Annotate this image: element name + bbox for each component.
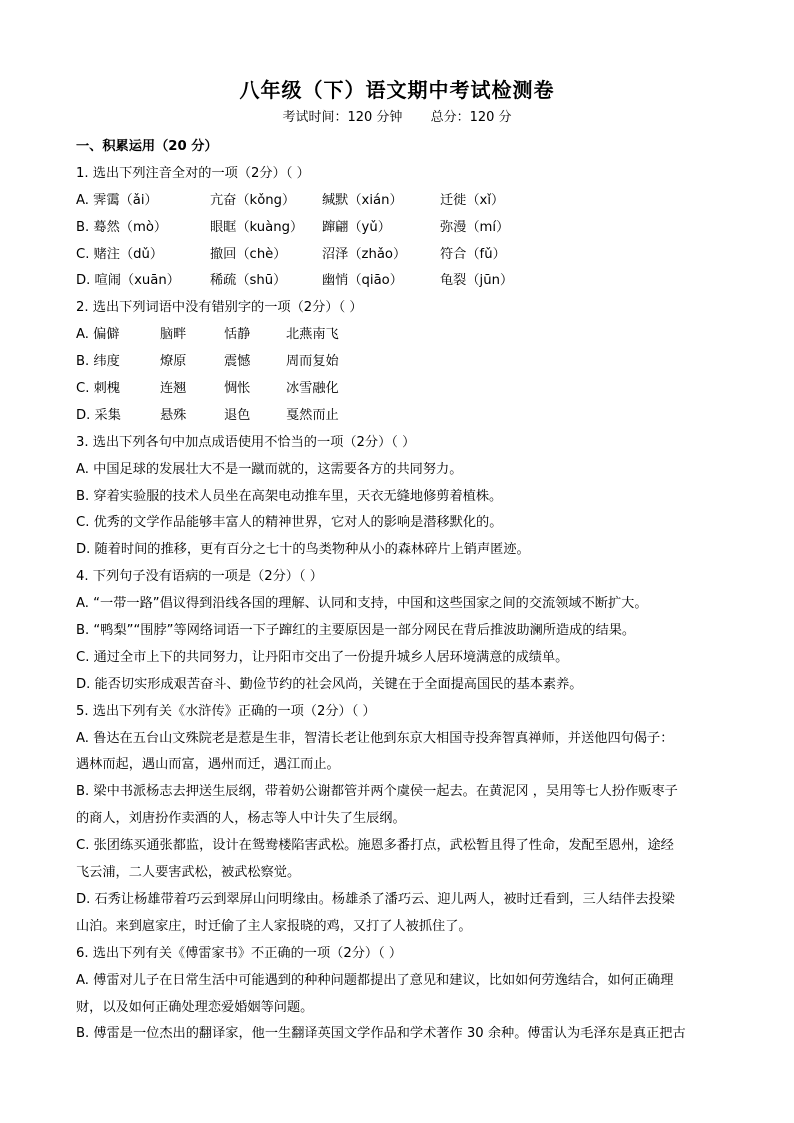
exam-time: 考试时间：120 分钟 — [282, 110, 403, 125]
exam-title: 八年级（下）语文期中考试检测卷 — [239, 78, 555, 102]
question-6-line: B. 傅雷是一位杰出的翻译家，他一生翻译英国文学作品和学术著作 30 余种。傅雷认为毛泽东是真正把古 — [76, 1026, 686, 1042]
option-item: 震憾 — [224, 354, 251, 370]
question-5-stem: 5. 选出下列有关《水浒传》正确的一项（2分）（ ） — [76, 703, 376, 719]
option-item: D. 采集 — [76, 407, 121, 423]
question-3-option-c: C. 优秀的文学作品能够丰富人的精神世界，它对人的影响是潜移默化的。 — [76, 515, 503, 531]
option-item: 冰雪融化 — [286, 381, 339, 397]
exam-content — [76, 134, 720, 1048]
option-item: 缄默（xián） — [322, 192, 403, 208]
option-item: 沼泽（zhǎo） — [322, 246, 407, 262]
exam-info — [0, 108, 794, 128]
question-5-line: 遇林而起，遇山而富，遇州而迁，遇江而止。 — [76, 757, 340, 773]
option-item: 眼眶（kuàng） — [210, 219, 304, 235]
option-item: 龟裂（jūn） — [440, 273, 514, 289]
option-item: 退色 — [224, 407, 251, 423]
option-item: 撤回（chè） — [210, 246, 287, 262]
question-6-line: 财，以及如何正确处理恋爱婚姻等问题。 — [76, 999, 314, 1015]
option-item: 惆怅 — [224, 381, 251, 397]
option-item: 稀疏（shū） — [210, 273, 287, 289]
option-item: B. 蓦然（mò） — [76, 219, 168, 235]
question-3-stem: 3. 选出下列各句中加点成语使用不恰当的一项（2分）（ ） — [76, 434, 416, 450]
question-1-option-a — [76, 188, 720, 215]
option-item: 幽悄（qiāo） — [322, 273, 403, 289]
question-5-line: 山泊。来到扈家庄，时迁偷了主人家报晓的鸡，又打了人被抓住了。 — [76, 918, 472, 934]
question-4-option-d: D. 能否切实形成艰苦奋斗、勤俭节约的社会风尚，关键在于全面提高国民的基本素养。 — [76, 676, 583, 692]
question-6-line: A. 傅雷对儿子在日常生活中可能遇到的种种问题都提出了意见和建议，比如如何劳逸结合，如何正确理 — [76, 972, 674, 988]
option-item: C. 赌注（dǔ） — [76, 246, 164, 262]
question-5-line: D. 石秀让杨雄带着巧云到翠屏山问明缘由。杨雄杀了潘巧云、迎儿两人，被时迁看到，三人结伴去投梁 — [76, 891, 675, 907]
question-2-option-b — [76, 349, 720, 376]
question-2-option-d — [76, 403, 720, 430]
option-item: 亢奋（kǒng） — [210, 192, 296, 208]
exam-score: 总分：120 分 — [430, 110, 512, 125]
section-heading: 一、积累运用（20 分） — [76, 139, 218, 154]
option-item: 戛然而止 — [286, 407, 339, 423]
option-item: 连翘 — [160, 381, 187, 397]
question-1-stem: 1. 选出下列注音全对的一项（2分）（ ） — [76, 165, 310, 181]
option-item: 蹿翩（yǔ） — [322, 219, 391, 235]
option-item: 弥漫（mí） — [440, 219, 510, 235]
option-item: A. 偏僻 — [76, 327, 120, 343]
question-6-stem: 6. 选出下列有关《傅雷家书》不正确的一项（2分）（ ） — [76, 945, 403, 961]
option-item: 恬静 — [224, 327, 251, 343]
option-item: C. 刺槐 — [76, 381, 120, 397]
option-item: 燎原 — [160, 354, 187, 370]
option-item: 周而复始 — [286, 354, 339, 370]
question-3-option-d: D. 随着时间的推移，更有百分之七十的鸟类物种从小的森林碎片上销声匿迹。 — [76, 542, 530, 558]
question-3-option-b: B. 穿着实验服的技术人员坐在高架电动推车里，天衣无缝地修剪着植株。 — [76, 488, 503, 504]
question-4-stem: 4. 下列句子没有语病的一项是（2分）（ ） — [76, 569, 323, 585]
option-item: 悬殊 — [160, 407, 187, 423]
option-item: 脑畔 — [160, 327, 187, 343]
question-3-option-a: A. 中国足球的发展壮大不是一蹴而就的，这需要各方的共同努力。 — [76, 461, 463, 477]
question-2-option-c — [76, 376, 720, 403]
question-2-option-a — [76, 322, 720, 349]
question-1-option-d — [76, 268, 720, 295]
question-4-option-a: A. “一带一路”倡议得到沿线各国的理解、认同和支持，中国和这些国家之间的交流领域不断扩大。 — [76, 596, 648, 612]
question-1-option-c — [76, 242, 720, 269]
question-5-line: B. 梁中书派杨志去押送生辰纲，带着奶公谢都管并两个虞侯一起去。在黄泥冈 ，吴用等七人扮作贩枣子 — [76, 784, 678, 800]
question-4-option-c: C. 通过全市上下的共同努力，让丹阳市交出了一份提升城乡人居环境满意的成绩单。 — [76, 649, 569, 665]
question-1-option-b — [76, 215, 720, 242]
option-item: 迁徙（xǐ） — [440, 192, 505, 208]
question-2-stem: 2. 选出下列词语中没有错别字的一项（2分）（ ） — [76, 300, 363, 316]
option-item: 北燕南飞 — [286, 327, 339, 343]
question-5-line: A. 鲁达在五台山文殊院老是惹是生非，智清长老让他到东京大相国寺投奔智真禅师，并送他四句偈子： — [76, 730, 674, 746]
option-item: 符合（fǔ） — [440, 246, 506, 262]
option-item: B. 纬度 — [76, 354, 120, 370]
question-5-line: 飞云浦，二人要害武松，被武松察觉。 — [76, 865, 301, 881]
option-item: D. 喧闹（xuān） — [76, 273, 180, 289]
question-5-line: C. 张团练买通张都监，设计在鸳鸯楼陷害武松。施恩多番打点，武松暂且得了性命，发配至恩州，途经 — [76, 838, 674, 854]
question-5-line: 的商人，刘唐扮作卖酒的人，杨志等人中计失了生辰纲。 — [76, 811, 406, 827]
question-4-option-b: B. “鸭梨”“围脖”等网络词语一下子蹿红的主要原因是一部分网民在背后推波助澜所造成的结果。 — [76, 623, 636, 639]
option-item: A. 霁霭（ǎi） — [76, 192, 158, 208]
